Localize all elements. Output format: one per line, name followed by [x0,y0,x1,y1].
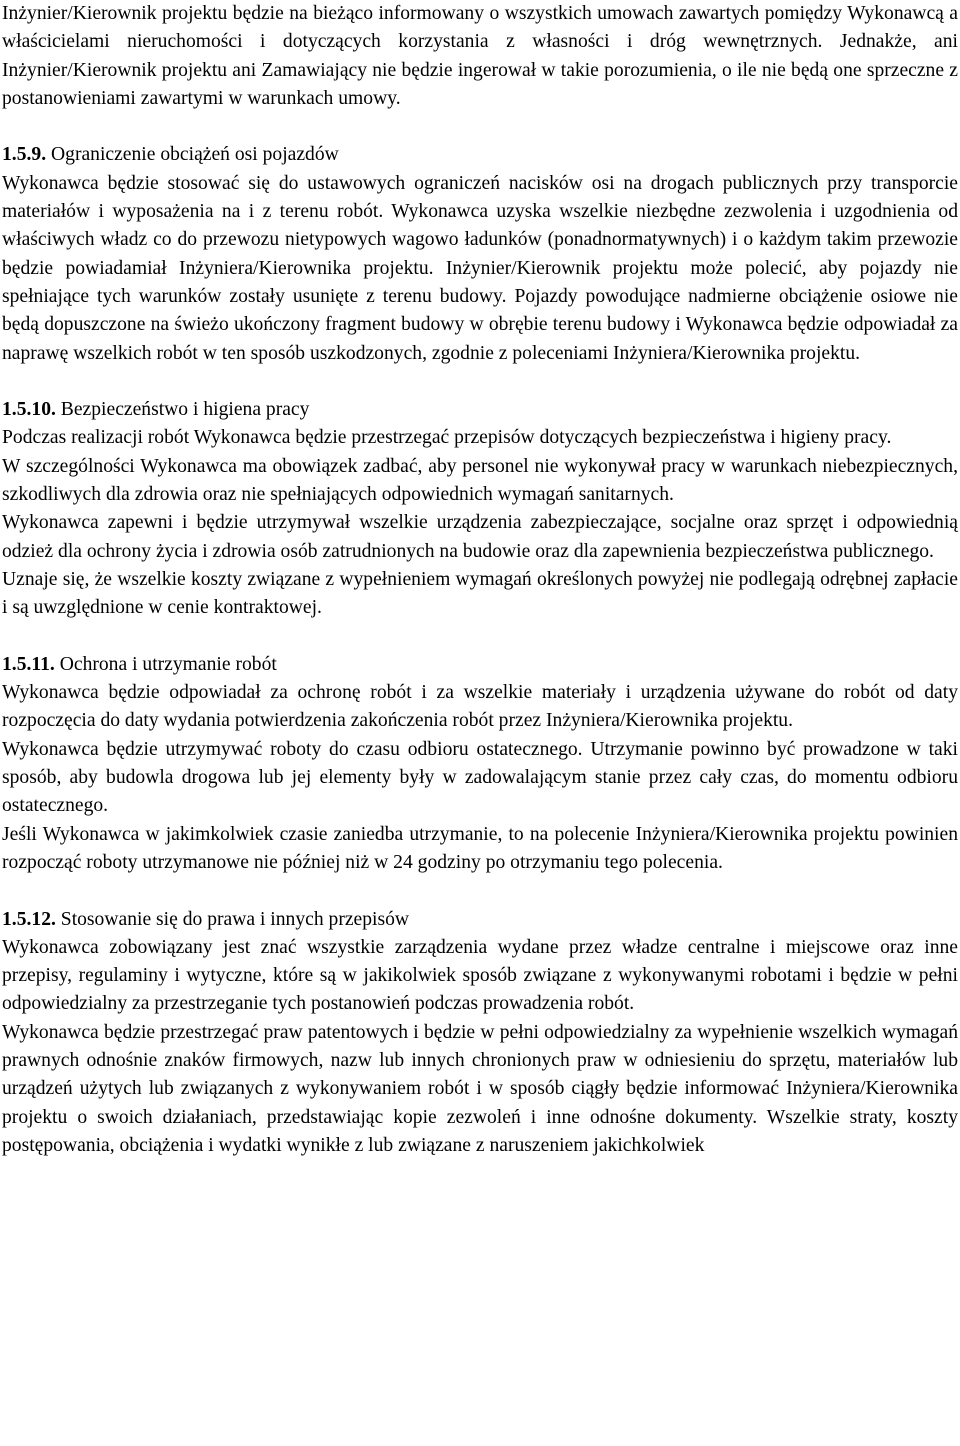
section-paragraph: Wykonawca będzie utrzymywać roboty do czasu odbioru ostatecznego. Utrzymanie powinno być prowadzone w taki sposób, aby budowla drogowa lub jej elementy były w zadowalającym stanie przez cały czas, do momentu odbioru ostatecznego. [2,738,958,817]
section-paragraph: Wykonawca zapewni i będzie utrzymywał wszelkie urządzenia zabezpieczające, socjalne oraz sprzęt i odpowiednią odzież dla ochrony życia i zdrowia osób zatrudnionych na budowie oraz dla zapewnienia bezpieczeństwa publicznego. [2,512,958,562]
section-title: Bezpieczeństwo i higiena pracy [60,399,310,421]
section-title: Ograniczenie obciążeń osi pojazdów [51,144,339,166]
section-heading [2,651,958,679]
section-spacer [2,368,958,396]
section-paragraph: Podczas realizacji robót Wykonawca będzie przestrzegać przepisów dotyczących bezpieczeństwa i higieny pracy. [2,427,892,449]
section-spacer [2,113,958,141]
section-heading [2,906,958,934]
section-paragraph: W szczególności Wykonawca ma obowiązek zadbać, aby personel nie wykonywał pracy w warunkach niebezpiecznych, szkodliwych dla zdrowia oraz nie spełniających odpowiednich wymagań sanitarnych. [2,455,958,506]
section-paragraph: Jeśli Wykonawca w jakimkolwiek czasie zaniedba utrzymanie, to na polecenie Inżyniera/Kierownika projektu powinien rozpocząć roboty utrzymanowe nie później niż w 24 godziny po otrzymaniu tego polecenia. [2,823,958,873]
section-paragraph: Wykonawca będzie stosować się do ustawowych ograniczeń nacisków osi na drogach publicznych przy transporcie materiałów i wyposażenia na i z terenu robót. Wykonawca uzyska wszelkie niezbędne zezwolenia i uzgodnienia od właściwych władz co do przewozu nietypowych wagowo ładunków (ponadnormatywnych) i o każdym takim przewozie będzie powiadamiał Inżyniera/Kierownika projektu. Inżynier/Kierownik projektu może polecić, aby pojazdy nie spełniające tych warunków zostały usunięte z terenu budowy. Pojazdy powodujące nadmierne obciążenie osiowe nie będą dopuszczone na świeżo ukończony fragment budowy w obrębie terenu budowy i Wykonawca będzie odpowiadał za naprawę wszelkich robót w ten sposób uszkodzonych, zgodnie z poleceniami Inżyniera/Kierownika projektu. [2,172,958,364]
section-number: 1.5.12. [2,908,56,930]
section-1-5-9 [2,141,958,367]
section-paragraph: Wykonawca będzie przestrzegać praw patentowych i będzie w pełni odpowiedzialny za wypełnienie wszelkich wymagań prawnych odnośnie znaków firmowych, nazw lub innych chronionych praw w odniesieniu do sprzętu, materiałów lub urządzeń użytych lub związanych z wykonywaniem robót i w sposób ciągły będzie informować Inżyniera/Kierownika projektu o swoich działaniach, przedstawiając kopie zezwoleń i inne odnośne dokumenty. Wszelkie straty, koszty postępowania, obciążenia i wydatki wynikłe z lub związane z naruszeniem jakichkolwiek [2,1021,958,1156]
section-number: 1.5.11. [2,653,55,675]
section-spacer [2,623,958,651]
section-heading [2,141,958,169]
section-number: 1.5.9. [2,144,47,166]
section-paragraph: Uznaje się, że wszelkie koszty związane z wypełnieniem wymagań określonych powyżej nie podlegają odrębnej zapłacie i są uwzględnione w cenie kontraktowej. [2,568,958,619]
section-title: Stosowanie się do prawa i innych przepisów [60,908,410,930]
section-number: 1.5.10. [2,399,56,421]
section-heading [2,396,958,424]
intro-paragraph: Inżynier/Kierownik projektu będzie na bieżąco informowany o wszystkich umowach zawartych pomiędzy Wykonawcą a właścicielami nieruchomości i dotyczących korzystania z własności i dróg wewnętrznych. Jednakże, ani Inżynier/Kierownik projektu ani Zamawiający nie będzie ingerował w takie porozumienia, o ile nie będą one sprzeczne z postanowieniami zawartymi w warunkach umowy. [2,3,958,109]
section-1-5-12 [2,906,958,1161]
section-spacer [2,877,958,905]
section-paragraph: Wykonawca będzie odpowiadał za ochronę robót i za wszelkie materiały i urządzenia używane do robót od daty rozpoczęcia do daty wydania potwierdzenia zakończenia robót przez Inżyniera/Kierownika projektu. [2,682,958,732]
section-1-5-10 [2,396,958,622]
section-paragraph: Wykonawca zobowiązany jest znać wszystkie zarządzenia wydane przez władze centralne i miejscowe oraz inne przepisy, regulaminy i wytyczne, które są w jakikolwiek sposób związane z wykonywanymi robotami i będzie w pełni odpowiedzialny za przestrzeganie tych postanowień podczas prowadzenia robót. [2,936,958,1015]
section-title: Ochrona i utrzymanie robót [59,653,277,675]
section-1-5-11 [2,651,958,877]
